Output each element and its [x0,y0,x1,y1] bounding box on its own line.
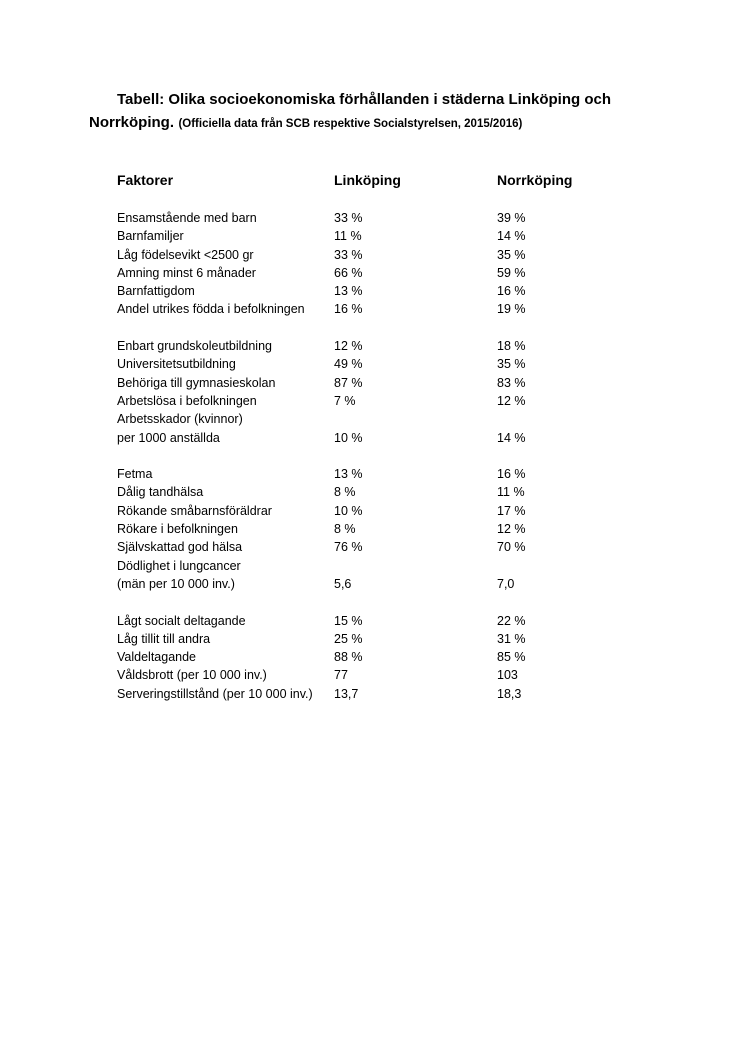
norrkoping-value: 18,3 [497,686,522,701]
table-row [0,209,746,227]
table-row [0,685,746,703]
norrkoping-value: 70 % [497,540,526,555]
table-row [0,337,746,355]
norrkoping-value: 59 % [497,265,526,280]
table-row [0,538,746,556]
factor-cell: Barnfattigdom [117,284,195,299]
norrkoping-value: 14 % [497,229,526,244]
factor-cell: Enbart grundskoleutbildning [117,339,272,354]
table-row [0,465,746,483]
factor-cell: Våldsbrott (per 10 000 inv.) [117,668,267,683]
linkoping-value: 88 % [334,650,363,665]
linkoping-value: 5,6 [334,576,352,591]
table-row [0,246,746,264]
factor-cell: Amning minst 6 månader [117,265,256,280]
table-row [0,520,746,538]
norrkoping-value: 31 % [497,631,526,646]
norrkoping-value: 85 % [497,650,526,665]
linkoping-value: 66 % [334,265,363,280]
table-header [0,172,746,192]
linkoping-value: 11 % [334,229,362,244]
table-row [0,300,746,318]
linkoping-value: 16 % [334,302,363,317]
factor-cell: Dödlighet i lungcancer [117,558,241,573]
table-row [0,355,746,373]
norrkoping-value: 35 % [497,357,526,372]
linkoping-value: 87 % [334,375,363,390]
factor-cell: Andel utrikes födda i befolkningen [117,302,305,317]
norrkoping-value: 16 % [497,467,526,482]
source-note: (Officiella data från SCB respektive Socialstyrelsen, 2015/2016) [178,118,523,130]
norrkoping-value: 12 % [497,393,526,408]
norrkoping-value: 22 % [497,613,526,628]
group-spacer [0,593,746,611]
header-linkoping: Linköping [334,172,401,188]
linkoping-value: 8 % [334,522,356,537]
linkoping-value: 25 % [334,631,363,646]
factor-cell: Låg födelsevikt <2500 gr [117,247,254,262]
table-row [0,392,746,410]
header-faktorer: Faktorer [117,172,174,188]
group-spacer [0,447,746,465]
table-row [0,483,746,501]
factor-cell: (män per 10 000 inv.) [117,576,235,591]
table-row [0,282,746,300]
table-body [0,209,746,703]
norrkoping-value: 39 % [497,211,526,225]
factor-cell: Behöriga till gymnasieskolan [117,375,276,390]
table-title-continued [89,114,522,132]
table-row [0,575,746,593]
factor-cell: Rökare i befolkningen [117,522,238,537]
table-row [0,557,746,575]
factor-cell: Dålig tandhälsa [117,485,204,500]
norrkoping-value: 35 % [497,247,526,262]
norrkoping-value: 11 % [497,485,525,500]
factor-cell: Ensamstående med barn [117,211,257,225]
factor-cell: Valdeltagande [117,650,197,665]
table-row [0,264,746,282]
table-row [0,429,746,447]
linkoping-value: 10 % [334,503,363,518]
norrkoping-value: 7,0 [497,576,515,591]
linkoping-value: 13,7 [334,686,359,701]
table-row [0,612,746,630]
factor-cell: Fetma [117,467,153,482]
factor-cell: Serveringstillstånd (per 10 000 inv.) [117,686,313,701]
factor-cell: Universitetsutbildning [117,357,236,372]
factor-cell: Rökande småbarnsföräldrar [117,503,272,518]
norrkoping-value: 14 % [497,430,526,445]
factor-cell: Arbetslösa i befolkningen [117,393,257,408]
table-title: Tabell: Olika socioekonomiska förhållanden i städerna Linköping och [117,91,611,108]
linkoping-value: 12 % [334,339,363,354]
linkoping-value: 13 % [334,284,363,299]
linkoping-value: 13 % [334,467,363,482]
linkoping-value: 33 % [334,247,363,262]
factor-cell: Självskattad god hälsa [117,540,243,555]
table-row [0,648,746,666]
norrkoping-value: 17 % [497,503,526,518]
norrkoping-value: 83 % [497,375,526,390]
factor-cell: Arbetsskador (kvinnor) [117,412,243,427]
table-row [0,630,746,648]
norrkoping-value: 16 % [497,284,526,299]
norrkoping-value: 12 % [497,522,526,537]
norrkoping-value: 103 [497,668,518,683]
table-row [0,374,746,392]
linkoping-value: 7 % [334,393,356,408]
linkoping-value: 49 % [334,357,363,372]
group-spacer [0,319,746,337]
factor-cell: Låg tillit till andra [117,631,211,646]
linkoping-value: 77 [334,668,348,683]
linkoping-value: 76 % [334,540,363,555]
linkoping-value: 8 % [334,485,356,500]
table-row [0,227,746,245]
table-title-end: Norrköping. [89,114,174,131]
factor-cell: per 1000 anställda [117,430,220,445]
linkoping-value: 15 % [334,613,363,628]
norrkoping-value: 18 % [497,339,526,354]
table-row [0,502,746,520]
linkoping-value: 10 % [334,430,363,445]
header-norrkoping: Norrköping [497,172,573,188]
table-row [0,410,746,428]
norrkoping-value: 19 % [497,302,526,317]
factor-cell: Lågt socialt deltagande [117,613,246,628]
factor-cell: Barnfamiljer [117,229,184,244]
table-row [0,666,746,684]
linkoping-value: 33 % [334,211,363,225]
